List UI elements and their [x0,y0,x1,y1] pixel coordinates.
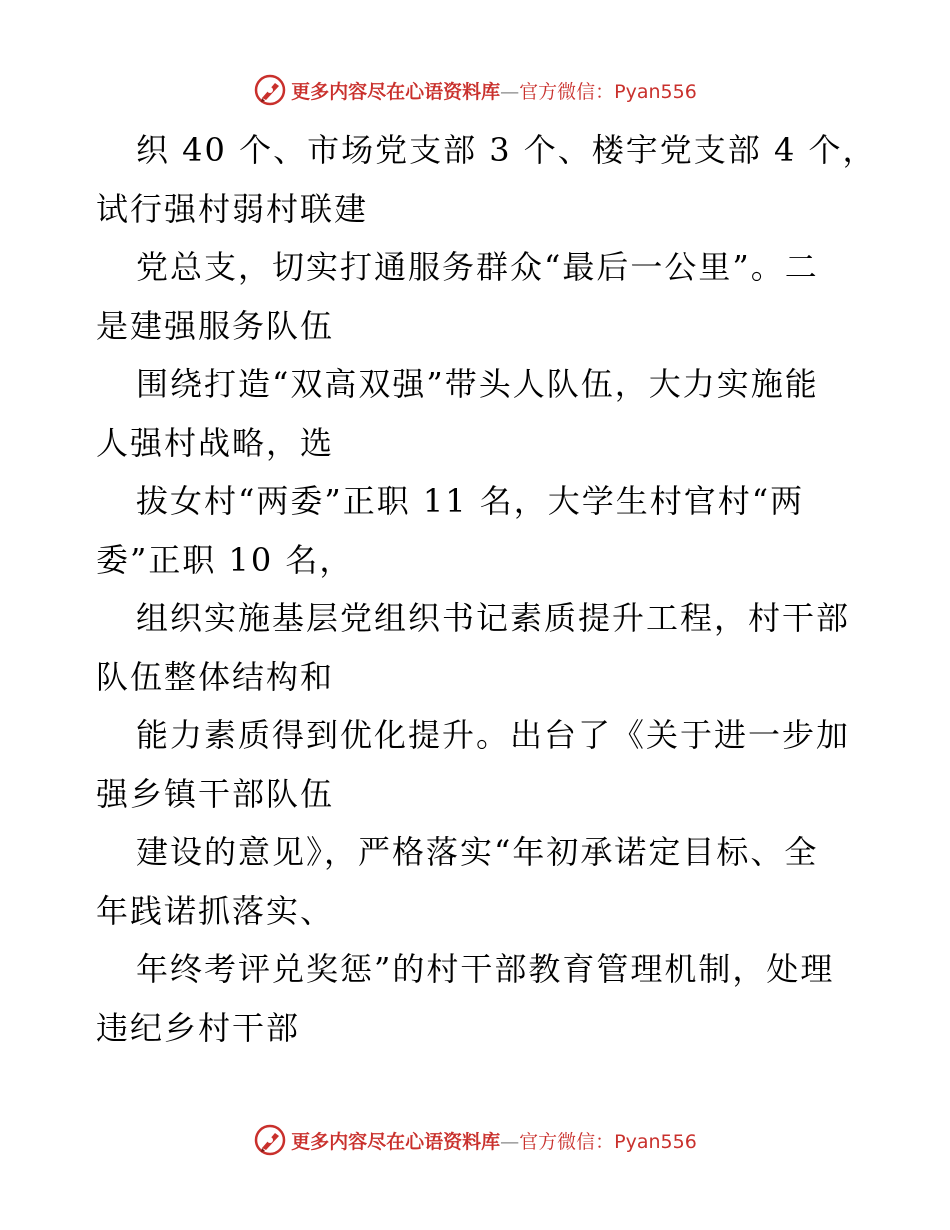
paragraph-line: 拔女村“两委”正职 11 名，大学生村官村“两 [136,482,805,520]
paragraph [96,706,856,823]
paragraph [96,472,856,589]
watermark-text [291,77,697,104]
watermark-wechat-text: 官方微信：Pyan556 [519,80,697,103]
watermark-wechat-text: 官方微信：Pyan556 [519,1130,697,1153]
paragraph-line: 组织实施基层党组织书记素质提升工程，村干部 [136,599,851,637]
watermark-library-text: 更多内容尽在心语资料库 [291,80,501,103]
paragraph-line: 人强村战略，选 [96,423,335,462]
pen-logo-icon [253,1123,287,1157]
paragraph-line: 是建强服务队伍 [96,306,335,345]
watermark-header [0,70,950,110]
paragraph-line: 党总支，切实打通服务群众“最后一公里”。二 [136,248,819,286]
paragraph-line: 织 40 个、市场党支部 3 个、楼宇党支部 4 个， [136,131,877,169]
paragraph [96,238,856,355]
paragraph-line: 围绕打造“双高双强”带头人队伍，大力实施能 [136,365,819,403]
paragraph-line: 年终考评兑奖惩”的村干部教育管理机制，处理 [136,950,835,988]
watermark-footer [0,1120,950,1160]
watermark-library-text: 更多内容尽在心语资料库 [291,1130,501,1153]
paragraph [96,121,877,238]
pen-logo-icon [253,73,287,107]
document-body [96,121,877,1057]
watermark-text [291,1127,697,1154]
paragraph [96,355,856,472]
paragraph-line: 强乡镇干部队伍 [96,774,335,813]
paragraph-line: 队伍整体结构和 [96,657,335,696]
watermark-dash: — [500,1130,520,1153]
watermark-dash: — [500,80,520,103]
paragraph-line: 年践诺抓落实、 [96,891,335,930]
paragraph-line: 试行强村弱村联建 [96,189,369,228]
paragraph [96,589,856,706]
paragraph-line: 能力素质得到优化提升。出台了《关于进一步加 [136,716,851,754]
paragraph [96,940,856,1057]
paragraph-line: 委”正职 10 名， [96,540,354,579]
paragraph-line: 违纪乡村干部 [96,1008,301,1047]
paragraph [96,823,856,940]
paragraph-line: 建设的意见》，严格落实“年初承诺定目标、全 [136,833,819,871]
